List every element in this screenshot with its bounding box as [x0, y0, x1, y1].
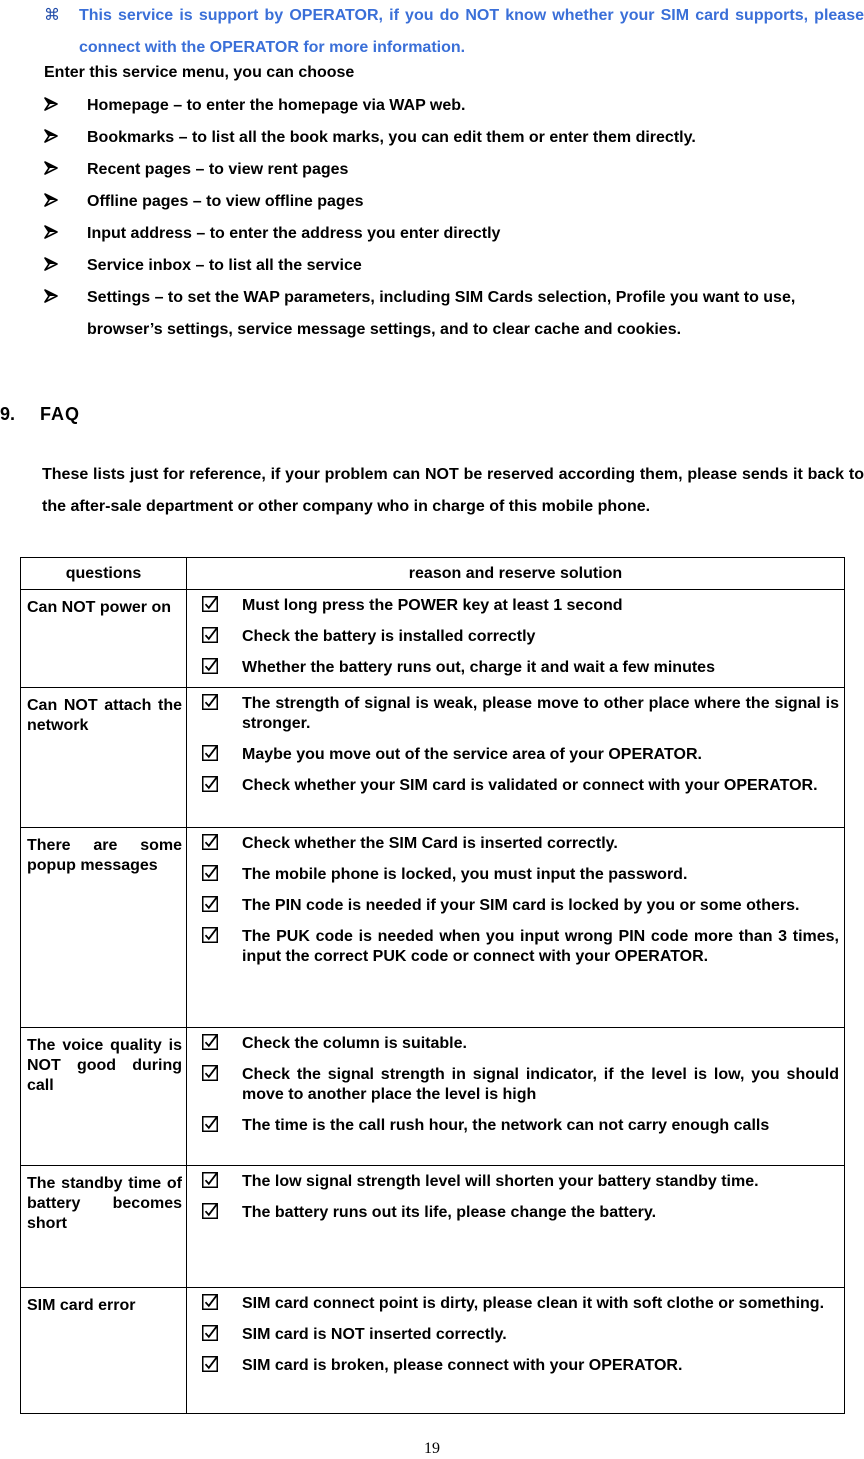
solution-text: The time is the call rush hour, the network can not carry enough calls: [242, 1117, 770, 1134]
faq-question: SIM card error: [21, 1288, 187, 1414]
checkbox-checked-icon: [202, 658, 220, 676]
solution-item: [187, 658, 839, 678]
solution-item: [187, 1356, 839, 1376]
faq-row: [21, 590, 845, 688]
questions-header: questions: [21, 558, 187, 590]
solution-text: The PUK code is needed when you input wrong PIN code more than 3 times, input the correct PUK code or connect with your OPERATOR.: [242, 928, 839, 965]
checkbox-checked-icon: [202, 627, 220, 645]
checkbox-checked-icon: [202, 1172, 220, 1190]
solution-text: The low signal strength level will shorten your battery standby time.: [242, 1173, 759, 1190]
checkbox-checked-icon: [202, 1203, 220, 1221]
faq-row: [21, 688, 845, 828]
faq-question: There are some popup messages: [21, 828, 187, 1028]
solution-item: [187, 1116, 839, 1136]
solution-text: The PIN code is needed if your SIM card is locked by you or some others.: [242, 897, 800, 914]
checkbox-checked-icon: [202, 596, 220, 614]
menu-list-item: [44, 154, 864, 186]
solution-item: [187, 745, 839, 765]
solution-text: Whether the battery runs out, charge it and wait a few minutes: [242, 659, 715, 676]
checkbox-checked-icon: [202, 694, 220, 712]
checkbox-checked-icon: [202, 896, 220, 914]
checkbox-checked-icon: [202, 1325, 220, 1343]
checkbox-checked-icon: [202, 865, 220, 883]
service-menu-list: [44, 90, 864, 346]
menu-list-item: [44, 218, 864, 250]
arrow-bullet-icon: [44, 90, 74, 122]
checkbox-checked-icon: [202, 1356, 220, 1374]
solution-item: [187, 865, 839, 885]
faq-solutions: [187, 1288, 845, 1414]
menu-item-text: Settings – to set the WAP parameters, including SIM Cards selection, Profile you want to use, browser’s settings, service message settings, and to clear cache and cookies.: [87, 289, 796, 338]
menu-item-text: Homepage – to enter the homepage via WAP web.: [87, 97, 466, 114]
checkbox-checked-icon: [202, 745, 220, 763]
menu-list-item: [44, 250, 864, 282]
faq-question: The voice quality is NOT good during call: [21, 1028, 187, 1166]
menu-item-text: Input address – to enter the address you enter directly: [87, 225, 501, 242]
solution-item: [187, 776, 839, 796]
arrow-bullet-icon: [44, 154, 74, 186]
menu-item-text: Recent pages – to view rent pages: [87, 161, 349, 178]
solution-text: The battery runs out its life, please change the battery.: [242, 1204, 657, 1221]
solution-item: [187, 1065, 839, 1105]
solution-item: [187, 896, 839, 916]
checkbox-checked-icon: [202, 1116, 220, 1134]
solution-text: The strength of signal is weak, please move to other place where the signal is stronger.: [242, 695, 839, 732]
operator-note-text: This service is support by OPERATOR, if you do NOT know whether your SIM card supports, please connect with the OPERATOR for more information.: [79, 7, 864, 56]
solution-text: Check whether the SIM Card is inserted correctly.: [242, 835, 618, 852]
checkbox-checked-icon: [202, 1034, 220, 1052]
faq-solutions: [187, 590, 845, 688]
solution-item: [187, 1325, 839, 1345]
menu-list-item: [44, 186, 864, 218]
page-number: 19: [424, 1440, 440, 1457]
solution-text: The mobile phone is locked, you must input the password.: [242, 866, 688, 883]
solution-text: Check whether your SIM card is validated or connect with your OPERATOR.: [242, 777, 818, 794]
faq-solutions: [187, 688, 845, 828]
faq-row: [21, 1028, 845, 1166]
arrow-bullet-icon: [44, 250, 74, 282]
menu-item-text: Bookmarks – to list all the book marks, you can edit them or enter them directly.: [87, 129, 696, 146]
faq-header-row: [21, 558, 845, 590]
menu-list-item: [44, 282, 864, 346]
arrow-bullet-icon: [44, 186, 74, 218]
operator-note: [44, 0, 864, 64]
solution-item: [187, 596, 839, 616]
command-icon: ⌘: [44, 7, 60, 24]
solution-item: [187, 1294, 839, 1314]
solution-item: [187, 694, 839, 734]
solution-item: [187, 1203, 839, 1223]
solution-text: SIM card is broken, please connect with your OPERATOR.: [242, 1357, 683, 1374]
faq-solutions: [187, 1166, 845, 1288]
checkbox-checked-icon: [202, 1294, 220, 1312]
arrow-bullet-icon: [44, 218, 74, 250]
faq-table: [20, 557, 845, 1414]
menu-list-item: [44, 122, 864, 154]
solution-item: [187, 834, 839, 854]
solution-text: Check the column is suitable.: [242, 1035, 467, 1052]
solution-text: SIM card is NOT inserted correctly.: [242, 1326, 507, 1343]
checkbox-checked-icon: [202, 927, 220, 945]
menu-item-text: Offline pages – to view offline pages: [87, 193, 364, 210]
solution-item: [187, 627, 839, 647]
solution-text: Check the signal strength in signal indicator, if the level is low, you should move to another place the level is high: [242, 1066, 839, 1103]
arrow-bullet-icon: [44, 122, 74, 154]
faq-row: [21, 828, 845, 1028]
section-number: 9.: [0, 404, 16, 424]
solution-text: Must long press the POWER key at least 1 second: [242, 597, 623, 614]
faq-question: Can NOT attach the network: [21, 688, 187, 828]
solution-text: Check the battery is installed correctly: [242, 628, 536, 645]
menu-list-item: [44, 90, 864, 122]
menu-item-text: Service inbox – to list all the service: [87, 257, 362, 274]
faq-question: Can NOT power on: [21, 590, 187, 688]
solution-text: SIM card connect point is dirty, please clean it with soft clothe or something.: [242, 1295, 825, 1312]
checkbox-checked-icon: [202, 834, 220, 852]
checkbox-checked-icon: [202, 776, 220, 794]
solution-item: [187, 1034, 839, 1054]
solution-item: [187, 927, 839, 967]
solution-header: reason and reserve solution: [187, 558, 845, 590]
faq-intro: These lists just for reference, if your problem can NOT be reserved according them, please sends it back to the after-sale department or other company who in charge of this mobile phone.: [42, 466, 864, 515]
section-title: FAQ: [40, 404, 81, 424]
solution-item: [187, 1172, 839, 1192]
faq-row: [21, 1166, 845, 1288]
faq-row: [21, 1288, 845, 1414]
arrow-bullet-icon: [44, 282, 74, 314]
faq-solutions: [187, 828, 845, 1028]
checkbox-checked-icon: [202, 1065, 220, 1083]
solution-text: Maybe you move out of the service area of your OPERATOR.: [242, 746, 702, 763]
faq-solutions: [187, 1028, 845, 1166]
faq-question: The standby time of battery becomes short: [21, 1166, 187, 1288]
menu-intro: Enter this service menu, you can choose: [44, 64, 355, 81]
